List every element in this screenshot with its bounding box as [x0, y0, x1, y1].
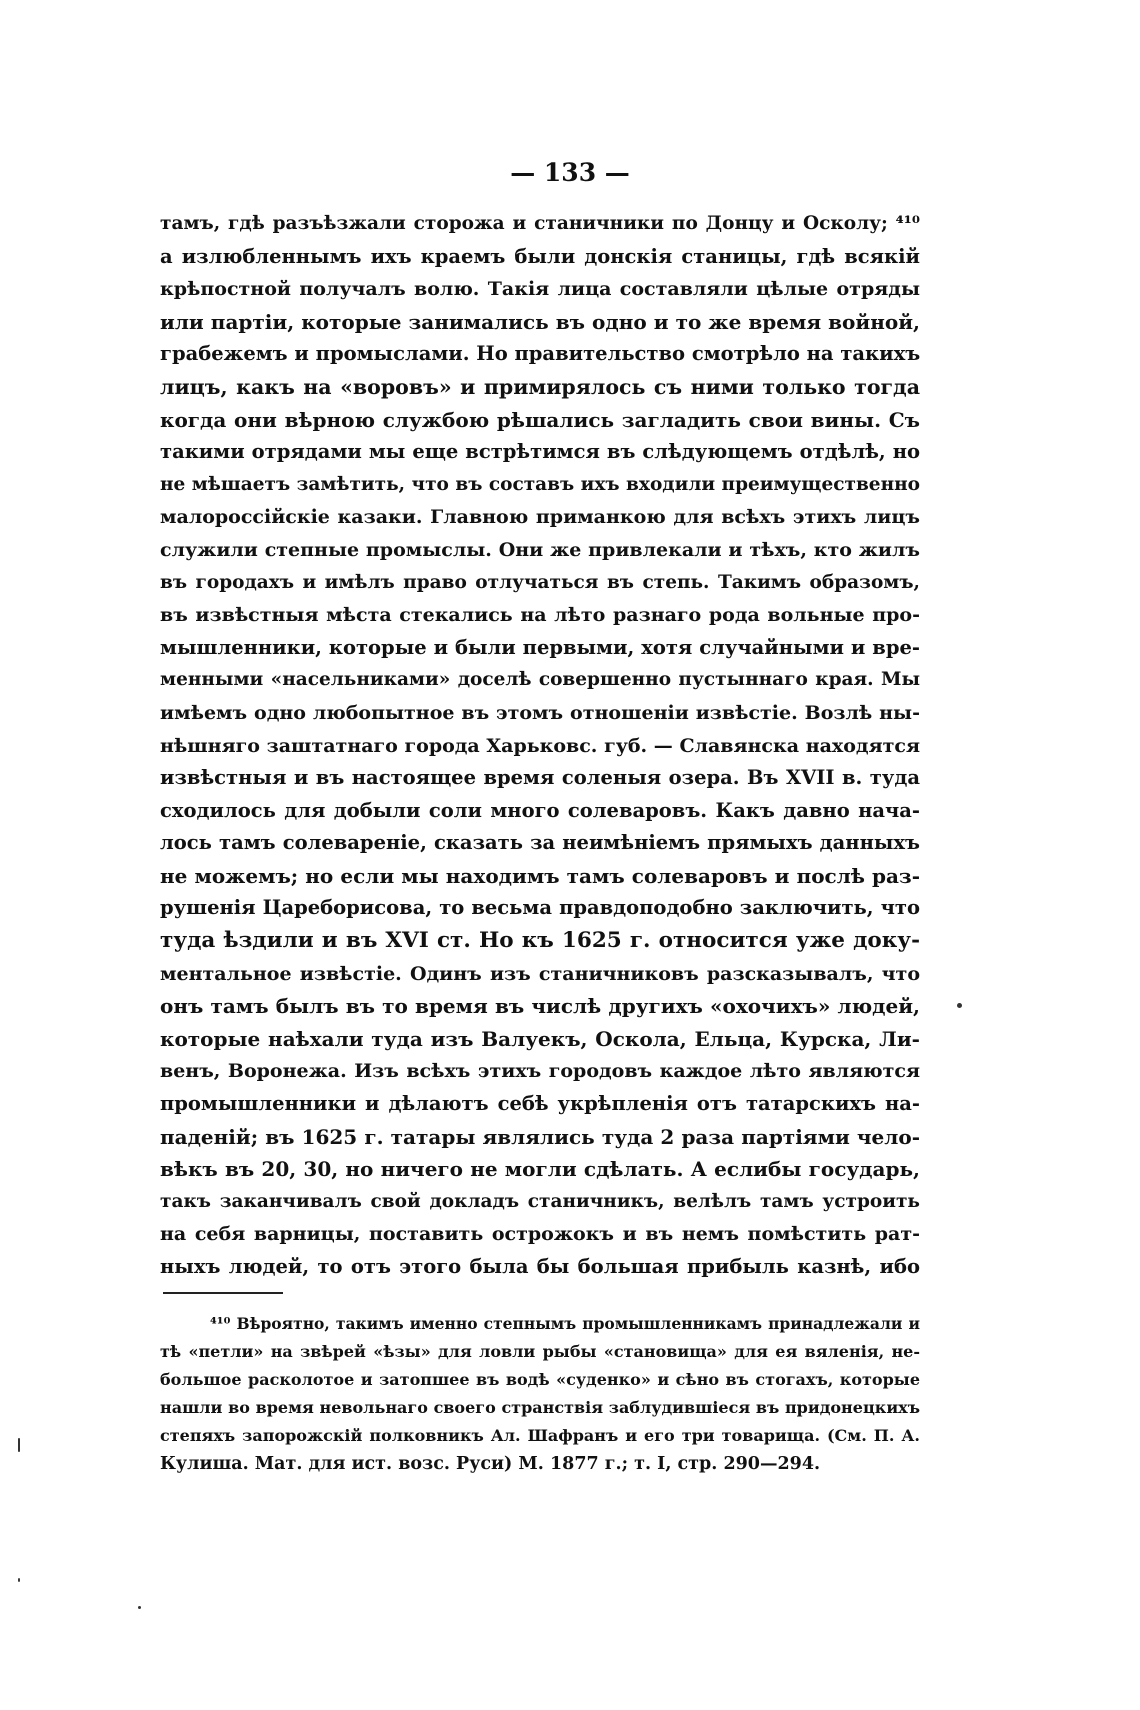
body-line: менными «насельниками» доселѣ совершенно пустыннаго края. Мы: [160, 669, 920, 691]
body-line: которые наѣхали туда изъ Валуекъ, Оскола, Ельца, Курска, Ли-: [160, 1026, 920, 1051]
margin-speck: [957, 1003, 962, 1008]
body-line: лицъ, какъ на «воровъ» и примирялось съ ними только тогда: [160, 374, 920, 399]
body-line: или партіи, которые занимались въ одно и то же время войной,: [160, 309, 920, 334]
body-line: паденій; въ 1625 г. татары являлись туда 2 раза партіями чело-: [160, 1124, 920, 1149]
body-line: не можемъ; но если мы находимъ тамъ солеваровъ и послѣ раз-: [160, 863, 920, 888]
margin-speck: [138, 1606, 141, 1609]
body-line: имѣемъ одно любопытное въ этомъ отношеніи извѣстіе. Возлѣ ны-: [160, 701, 920, 724]
body-line: грабежемъ и промыслами. Но правительство смотрѣло на такихъ: [160, 342, 921, 366]
body-line: тамъ, гдѣ разъѣзжали сторожа и станичники по Донцу и Осколу; ⁴¹⁰: [160, 213, 920, 234]
body-line: такими отрядами мы еще встрѣтимся въ слѣдующемъ отдѣлѣ, но: [160, 440, 920, 464]
body-line: вѣкъ въ 20, 30, но ничего не могли сдѣлать. А еслибы государь,: [160, 1157, 920, 1182]
body-line: не мѣшаетъ замѣтить, что въ составъ ихъ входили преимущественно: [160, 473, 920, 495]
body-line: туда ѣздили и въ XVI ст. Но къ 1625 г. относится уже доку-: [160, 928, 920, 954]
footnote-line: Кулиша. Мат. для ист. возс. Руси) М. 1877 г.; т. I, стр. 290—294.: [160, 1454, 821, 1474]
body-line: ментальное извѣстіе. Одинъ изъ станичниковъ разсказывалъ, что: [160, 962, 920, 985]
body-line: онъ тамъ былъ въ то время въ числѣ другихъ «охочихъ» людей,: [160, 994, 920, 1019]
margin-speck: [18, 1438, 20, 1452]
footnote-line: нашли во время невольнаго своего странствія заблудившіеся въ придонецкихъ: [160, 1398, 920, 1417]
body-line: венъ, Воронежа. Изъ всѣхъ этихъ городовъ каждое лѣто являются: [160, 1060, 920, 1083]
footnote-divider: [163, 1292, 283, 1294]
body-text: [160, 208, 920, 1284]
body-line: ныхъ людей, то отъ этого была бы большая прибыль казнѣ, ибо: [160, 1255, 920, 1278]
body-line: въ городахъ и имѣлъ право отлучаться въ степь. Такимъ образомъ,: [160, 571, 920, 593]
body-line: мышленники, которые и были первыми, хотя случайными и вре-: [160, 635, 920, 659]
body-line: когда они вѣрною службою рѣшались загладить свои вины. Съ: [160, 407, 920, 432]
footnote-line: степяхъ запорожскій полковникъ Ал. Шафранъ и его три товарища. (См. П. А.: [160, 1426, 920, 1445]
body-line: сходилось для добыли соли много солеваровъ. Какъ давно нача-: [160, 798, 920, 822]
page-number: — 133 —: [510, 158, 630, 187]
body-line: въ извѣстныя мѣста стекались на лѣто разнаго рода вольные про-: [160, 604, 920, 627]
margin-speck: [18, 1578, 20, 1582]
body-line: промышленники и дѣлаютъ себѣ укрѣпленія отъ татарскихъ на-: [160, 1092, 920, 1116]
body-line: малороссійскіе казаки. Главною приманкою для всѣхъ этихъ лицъ: [160, 506, 920, 529]
footnote: [160, 1310, 920, 1478]
body-line: рушенія Царебориcова, то весьма правдоподобно заключить, что: [160, 896, 920, 920]
footnote-line: большое расколотое и затопшее въ водѣ «суденко» и сѣно въ стогахъ, которые: [160, 1370, 920, 1389]
body-line: крѣпостной получалъ волю. Такія лица составляли цѣлые отряды: [160, 278, 920, 301]
body-line: такъ заканчивалъ свой докладъ станичникъ, велѣлъ тамъ устроить: [160, 1190, 920, 1212]
body-line: служили степные промыслы. Они же привлекали и тѣхъ, кто жилъ: [160, 538, 920, 561]
body-line: на себя варницы, поставить острожокъ и въ немъ помѣстить рат-: [160, 1223, 920, 1246]
body-line: извѣстныя и въ настоящее время соленыя озера. Въ XVII в. туда: [160, 766, 920, 790]
footnote-line: ⁴¹⁰ Вѣроятно, такимъ именно степнымъ промышленникамъ принадлежали и: [210, 1314, 920, 1333]
footnote-line: тѣ «петли» на звѣрей «ѣзы» для ловли рыбы «становища» для ея вяленія, не-: [160, 1342, 920, 1361]
body-line: нѣшняго заштатнаго города Харьковс. губ. — Славянска находятся: [160, 734, 920, 757]
body-line: лось тамъ солевареніе, сказать за неимѣніемъ прямыхъ данныхъ: [160, 831, 920, 855]
body-line: а излюбленнымъ ихъ краемъ были донскія станицы, гдѣ всякій: [160, 244, 920, 268]
